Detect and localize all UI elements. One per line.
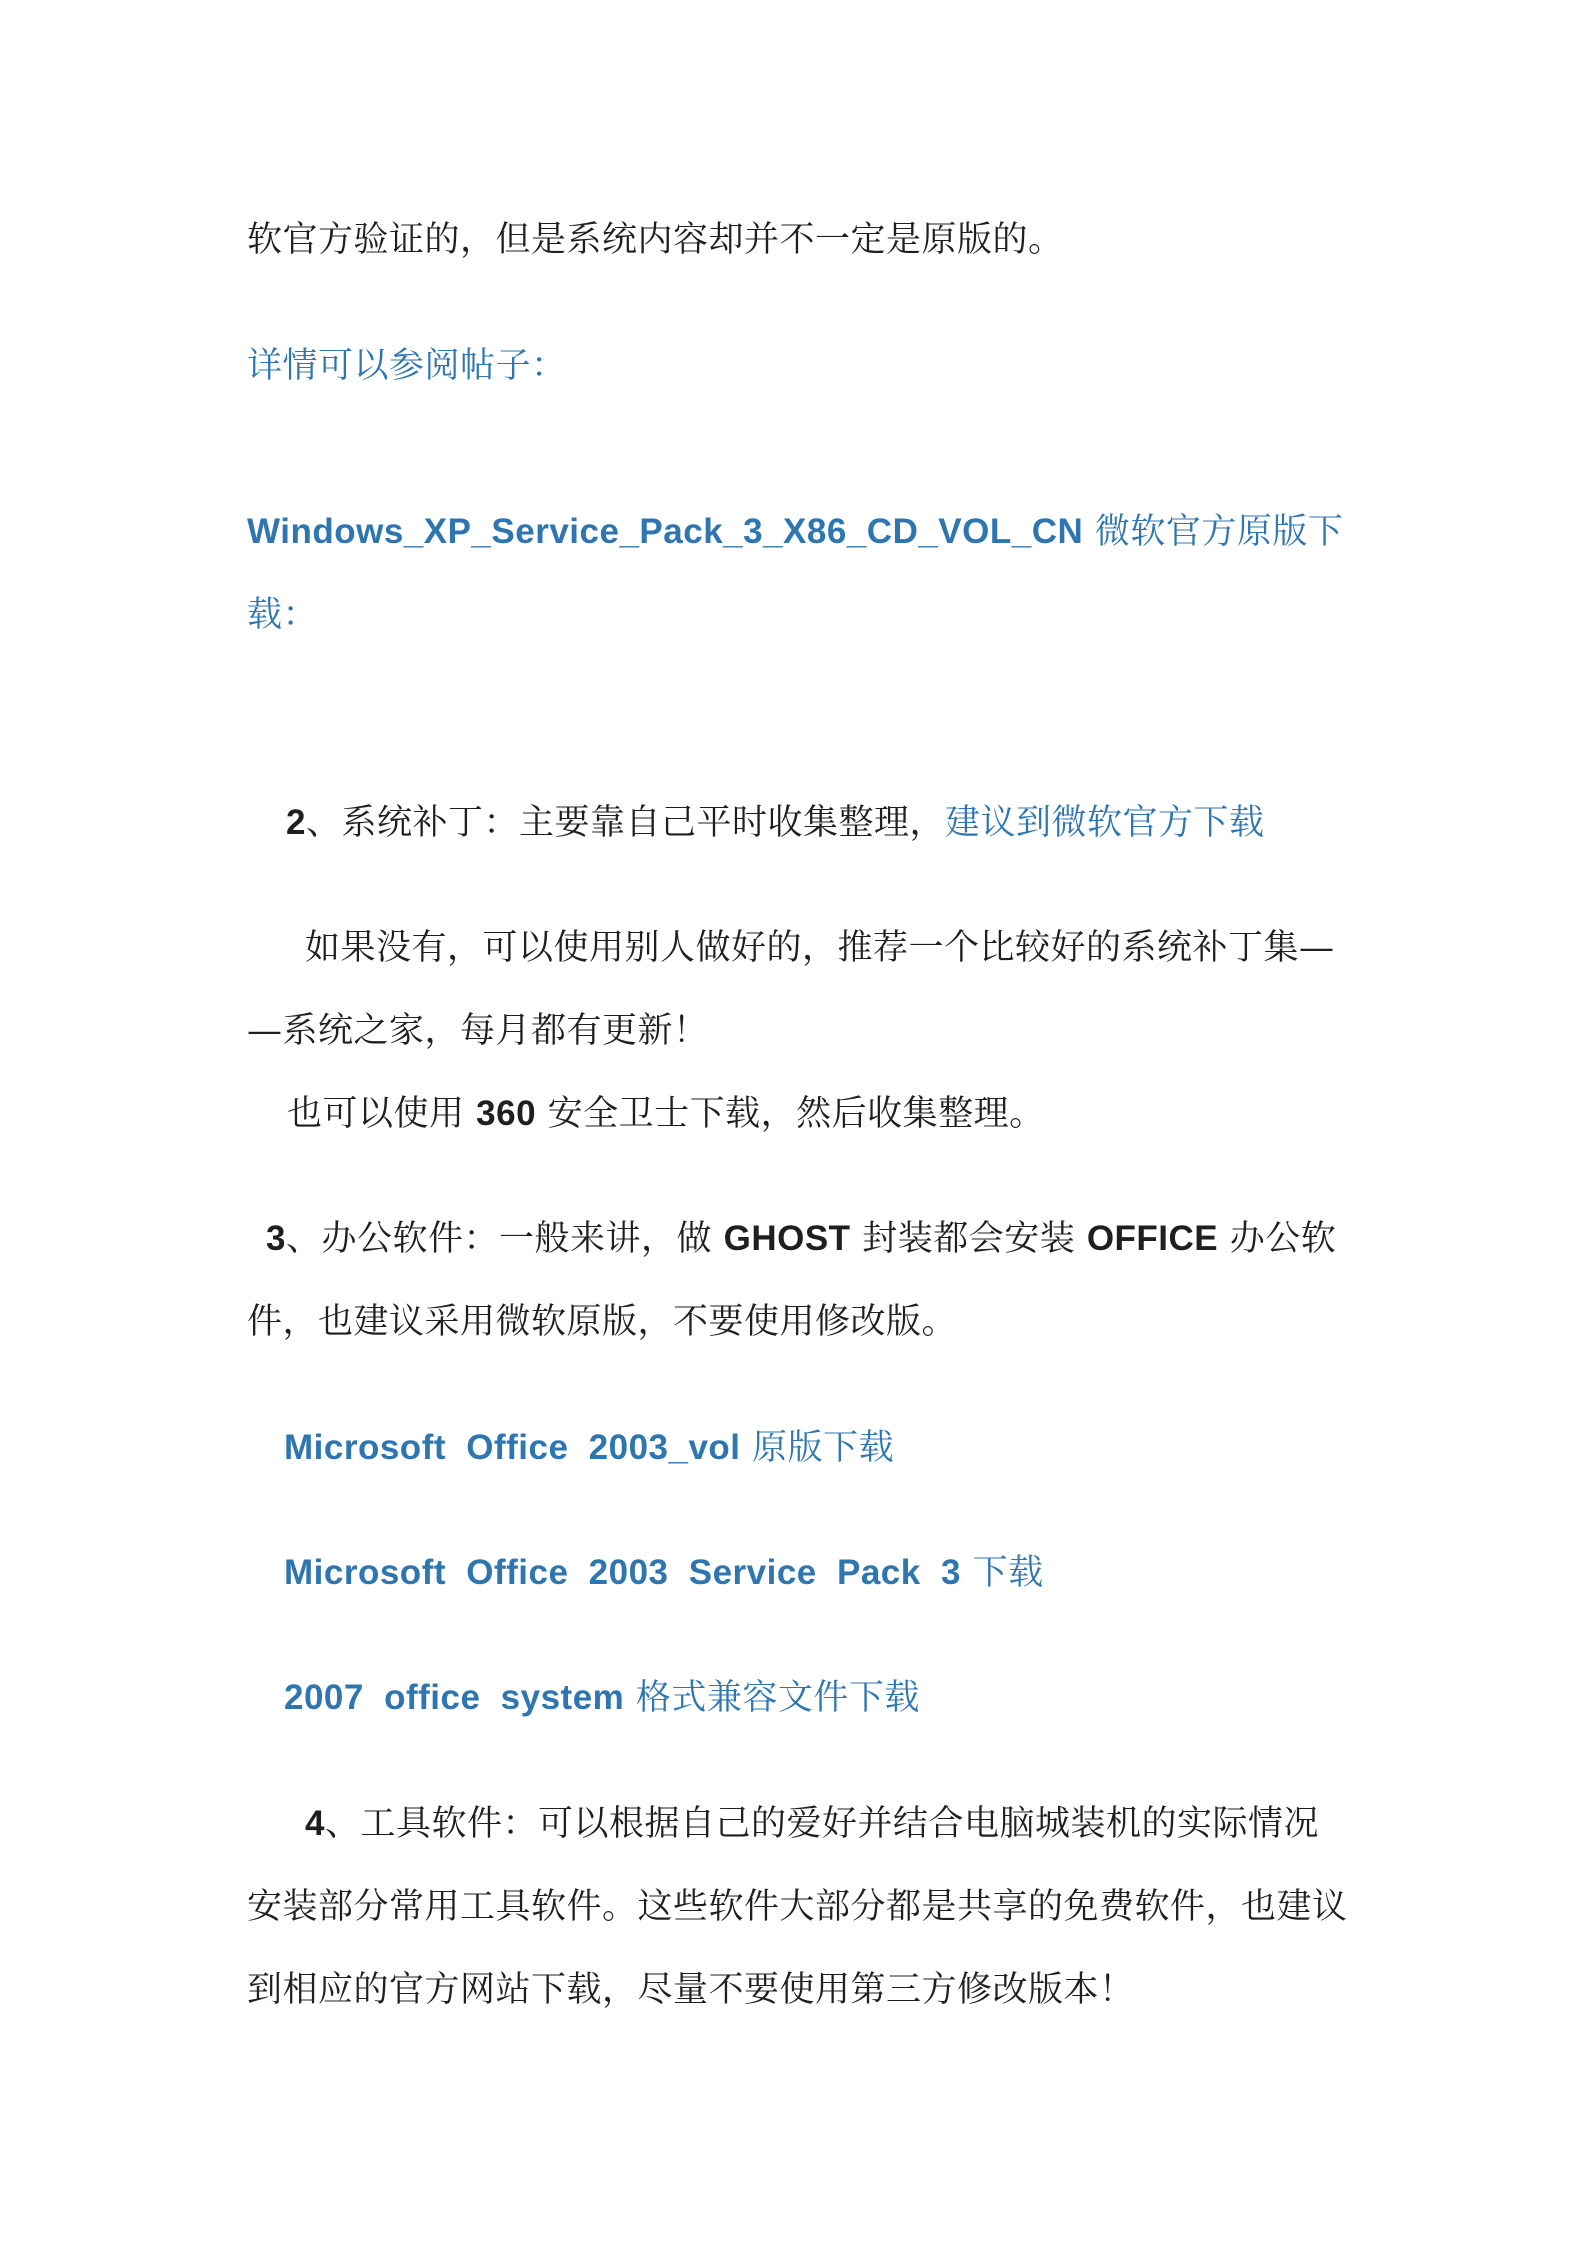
xp-download-link-cont[interactable]: 载：: [247, 595, 319, 635]
office2003-sp3-link-cn[interactable]: 下载: [960, 1553, 1044, 1593]
office2007-compat-link-cn[interactable]: 格式兼容文件下载: [624, 1678, 920, 1718]
office2003-vol-link-cn[interactable]: 原版下载: [740, 1428, 895, 1468]
xp-link-chinese[interactable]: 微软官方原版下: [1083, 512, 1344, 552]
section3-text-a: 、办公软件：一般来讲，做: [285, 1219, 724, 1259]
line3-number: 360: [476, 1094, 537, 1133]
section4-line3: 到相应的官方网站下载，尽量不要使用第三方修改版本！: [247, 1970, 1135, 2010]
section4-line1: 、工具软件：可以根据自己的爱好并结合电脑城装机的实际情况: [324, 1804, 1319, 1844]
ms-official-download-link[interactable]: 建议到微软官方下载: [944, 803, 1265, 843]
section2-number: 2: [286, 803, 306, 842]
section3-line2: 件，也建议采用微软原版，不要使用修改版。: [247, 1302, 958, 1342]
section4-heading: [305, 1799, 1319, 1849]
section2-heading: [286, 798, 1265, 848]
section3-text-b: 封装都会安装: [850, 1219, 1087, 1259]
office2007-compat-link-en[interactable]: 2007 office system: [284, 1678, 625, 1717]
section2-para-line1: 如果没有，可以使用别人做好的，推荐一个比较好的系统补丁集—: [305, 928, 1335, 968]
section3-number: 3: [266, 1219, 286, 1258]
xp-link-english[interactable]: Windows_XP_Service_Pack_3_X86_CD_VOL_CN: [247, 512, 1084, 551]
line3-text-a: 也可以使用: [287, 1094, 477, 1134]
ghost-term: GHOST: [723, 1219, 851, 1258]
section3-text-c: 办公软: [1218, 1219, 1337, 1259]
section2-text: 、系统补丁：主要靠自己平时收集整理，: [305, 803, 945, 843]
section4-line2: 安装部分常用工具软件。这些软件大部分都是共享的免费软件，也建议: [247, 1887, 1348, 1927]
section4-number: 4: [305, 1804, 325, 1843]
section3-heading: [266, 1214, 1336, 1264]
xp-download-link[interactable]: [247, 507, 1343, 557]
office-term: OFFICE: [1086, 1219, 1219, 1258]
office2007-compat-link[interactable]: [284, 1673, 920, 1723]
office2003-sp3-link[interactable]: [284, 1548, 1044, 1598]
see-post-link[interactable]: 详情可以参阅帖子：: [247, 346, 567, 386]
section2-para-line2: —系统之家，每月都有更新！: [247, 1011, 709, 1051]
line3-text-b: 安全卫士下载，然后收集整理。: [536, 1094, 1045, 1134]
intro-line: 软官方验证的，但是系统内容却并不一定是原版的。: [247, 220, 1064, 260]
office2003-sp3-link-en[interactable]: Microsoft Office 2003 Service Pack 3: [284, 1553, 961, 1592]
section2-para-line3: [287, 1089, 1045, 1139]
office2003-vol-link[interactable]: [284, 1423, 894, 1473]
office2003-vol-link-en[interactable]: Microsoft Office 2003_vol: [284, 1428, 741, 1467]
